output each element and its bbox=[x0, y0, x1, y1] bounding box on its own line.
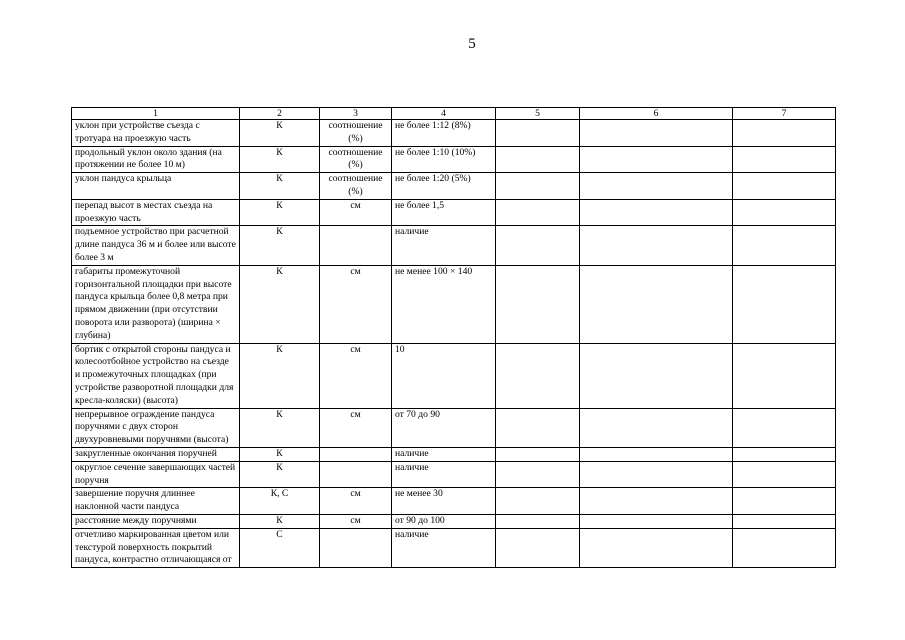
row-unit: см bbox=[320, 514, 392, 528]
table-row bbox=[72, 408, 836, 447]
row-name: округлое сечение завершающих частей поручня bbox=[72, 461, 240, 488]
empty-cell bbox=[496, 461, 580, 488]
empty-cell bbox=[496, 514, 580, 528]
empty-cell bbox=[496, 226, 580, 265]
row-value: наличие bbox=[392, 447, 496, 461]
row-unit: соотношение (%) bbox=[320, 146, 392, 173]
row-unit: см bbox=[320, 488, 392, 515]
row-code: К, С bbox=[240, 488, 320, 515]
table-row bbox=[72, 514, 836, 528]
row-name: отчетливо маркированная цветом или текстурой поверхность покрытий пандуса, контрастно отличающаяся от bbox=[72, 528, 240, 567]
row-unit bbox=[320, 528, 392, 567]
row-name: непрерывное ограждение пандуса поручнями с двух сторон двухуровневыми поручнями (высота) bbox=[72, 408, 240, 447]
table-row bbox=[72, 226, 836, 265]
empty-cell bbox=[733, 226, 836, 265]
empty-cell bbox=[496, 408, 580, 447]
empty-cell bbox=[496, 120, 580, 147]
row-unit bbox=[320, 226, 392, 265]
row-name: бортик с открытой стороны пандуса и колесоотбойное устройство на съезде и промежуточных площадках (при устройстве разворотной площадки для кресла-коляски) (высота) bbox=[72, 343, 240, 408]
empty-cell bbox=[580, 488, 733, 515]
empty-cell bbox=[733, 447, 836, 461]
empty-cell bbox=[496, 488, 580, 515]
empty-cell bbox=[496, 528, 580, 567]
row-value: не более 1:20 (5%) bbox=[392, 173, 496, 200]
row-value: наличие bbox=[392, 226, 496, 265]
table-row bbox=[72, 461, 836, 488]
row-value: наличие bbox=[392, 461, 496, 488]
row-code: К bbox=[240, 226, 320, 265]
empty-cell bbox=[580, 226, 733, 265]
row-code: К bbox=[240, 265, 320, 343]
row-code: К bbox=[240, 461, 320, 488]
table-header-row bbox=[72, 108, 836, 120]
column-header: 5 bbox=[496, 108, 580, 120]
table-row bbox=[72, 488, 836, 515]
row-value: от 90 до 100 bbox=[392, 514, 496, 528]
empty-cell bbox=[733, 173, 836, 200]
row-value: не менее 100 × 140 bbox=[392, 265, 496, 343]
requirements-table bbox=[71, 107, 836, 568]
empty-cell bbox=[580, 265, 733, 343]
empty-cell bbox=[496, 199, 580, 226]
row-name: перепад высот в местах съезда на проезжую часть bbox=[72, 199, 240, 226]
empty-cell bbox=[496, 146, 580, 173]
row-name: завершение поручня длиннее наклонной части пандуса bbox=[72, 488, 240, 515]
empty-cell bbox=[580, 120, 733, 147]
column-header: 1 bbox=[72, 108, 240, 120]
row-unit: соотношение (%) bbox=[320, 173, 392, 200]
row-value: не более 1,5 bbox=[392, 199, 496, 226]
row-code: К bbox=[240, 199, 320, 226]
table-row bbox=[72, 199, 836, 226]
empty-cell bbox=[580, 514, 733, 528]
empty-cell bbox=[733, 488, 836, 515]
row-code: К bbox=[240, 514, 320, 528]
empty-cell bbox=[580, 461, 733, 488]
empty-cell bbox=[496, 265, 580, 343]
row-value: не более 1:10 (10%) bbox=[392, 146, 496, 173]
empty-cell bbox=[733, 408, 836, 447]
empty-cell bbox=[496, 173, 580, 200]
row-value: наличие bbox=[392, 528, 496, 567]
empty-cell bbox=[580, 528, 733, 567]
row-code: К bbox=[240, 146, 320, 173]
empty-cell bbox=[496, 447, 580, 461]
row-unit bbox=[320, 461, 392, 488]
table-row bbox=[72, 528, 836, 567]
table-row bbox=[72, 173, 836, 200]
row-value: от 70 до 90 bbox=[392, 408, 496, 447]
empty-cell bbox=[496, 343, 580, 408]
table-row bbox=[72, 146, 836, 173]
row-name: подъемное устройство при расчетной длине пандуса 36 м и более или высоте более 3 м bbox=[72, 226, 240, 265]
row-code: К bbox=[240, 343, 320, 408]
table-row bbox=[72, 343, 836, 408]
column-header: 2 bbox=[240, 108, 320, 120]
empty-cell bbox=[733, 528, 836, 567]
column-header: 4 bbox=[392, 108, 496, 120]
table-row bbox=[72, 447, 836, 461]
row-unit bbox=[320, 447, 392, 461]
empty-cell bbox=[733, 146, 836, 173]
row-code: К bbox=[240, 447, 320, 461]
row-value: не более 1:12 (8%) bbox=[392, 120, 496, 147]
row-name: уклон пандуса крыльца bbox=[72, 173, 240, 200]
row-name: продольный уклон около здания (на протяжении не более 10 м) bbox=[72, 146, 240, 173]
row-value: не менее 30 bbox=[392, 488, 496, 515]
column-header: 7 bbox=[733, 108, 836, 120]
empty-cell bbox=[580, 343, 733, 408]
row-unit: см bbox=[320, 199, 392, 226]
row-code: К bbox=[240, 173, 320, 200]
row-value: 10 bbox=[392, 343, 496, 408]
empty-cell bbox=[580, 146, 733, 173]
table-row bbox=[72, 120, 836, 147]
row-code: К bbox=[240, 408, 320, 447]
row-unit: см bbox=[320, 265, 392, 343]
empty-cell bbox=[733, 199, 836, 226]
empty-cell bbox=[733, 514, 836, 528]
row-name: закругленные окончания поручней bbox=[72, 447, 240, 461]
row-unit: соотношение (%) bbox=[320, 120, 392, 147]
column-header: 3 bbox=[320, 108, 392, 120]
empty-cell bbox=[580, 408, 733, 447]
row-name: габариты промежуточной горизонтальной площадки при высоте пандуса крыльца более 0,8 метра при прямом движении (при отсутствии поворота или разворота) (ширина × глубина) bbox=[72, 265, 240, 343]
row-unit: см bbox=[320, 343, 392, 408]
row-code: К bbox=[240, 120, 320, 147]
row-code: С bbox=[240, 528, 320, 567]
empty-cell bbox=[580, 447, 733, 461]
row-name: уклон при устройстве съезда с тротуара на проезжую часть bbox=[72, 120, 240, 147]
empty-cell bbox=[733, 343, 836, 408]
table-row bbox=[72, 265, 836, 343]
row-name: расстояние между поручнями bbox=[72, 514, 240, 528]
row-unit: см bbox=[320, 408, 392, 447]
empty-cell bbox=[580, 173, 733, 200]
empty-cell bbox=[733, 120, 836, 147]
empty-cell bbox=[580, 199, 733, 226]
column-header: 6 bbox=[580, 108, 733, 120]
empty-cell bbox=[733, 265, 836, 343]
page-number: 5 bbox=[468, 36, 476, 52]
empty-cell bbox=[733, 461, 836, 488]
